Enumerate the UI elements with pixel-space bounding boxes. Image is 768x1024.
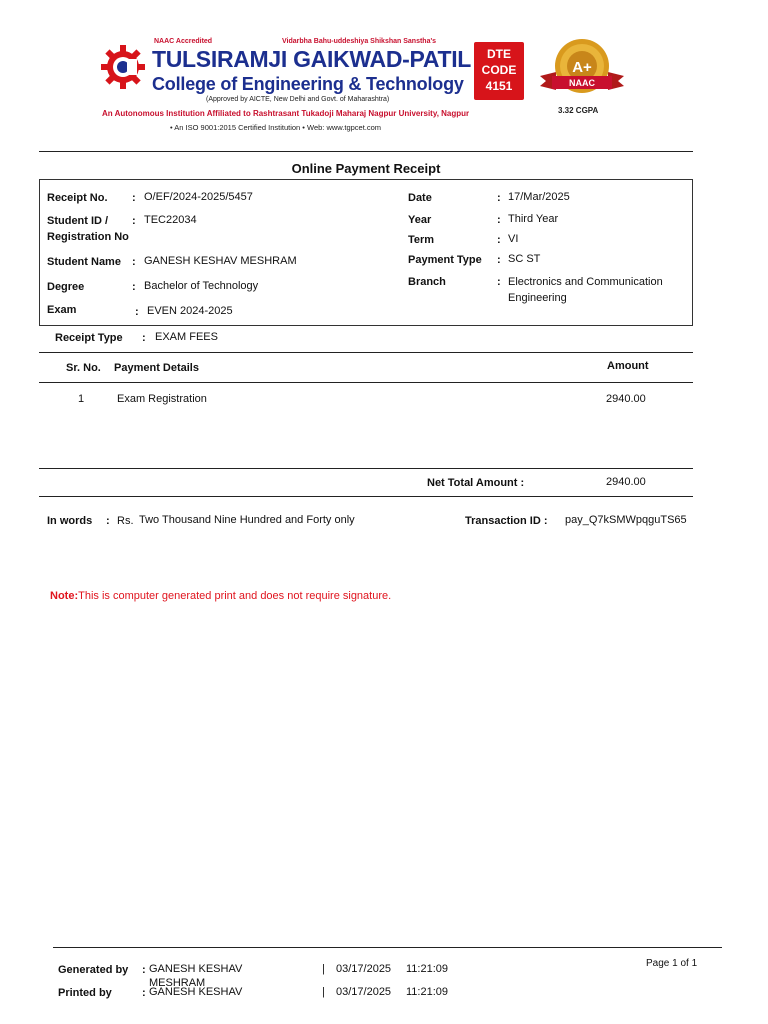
amount-in-words: Two Thousand Nine Hundred and Forty only xyxy=(139,514,355,526)
colon: : xyxy=(132,215,136,227)
colon: : xyxy=(142,332,146,344)
row-amount: 2940.00 xyxy=(606,393,646,405)
exam-label: Exam xyxy=(47,304,77,316)
colon: : xyxy=(132,192,136,204)
student-name-label: Student Name xyxy=(47,256,121,268)
row-srno: 1 xyxy=(78,393,85,405)
college-name: TULSIRAMJI GAIKWAD-PATIL xyxy=(152,46,472,72)
generated-date: 03/17/2025 xyxy=(336,963,392,975)
date-label: Date xyxy=(408,192,432,204)
approval-text: (Approved by AICTE, New Delhi and Govt. of Maharashtra) xyxy=(206,96,390,103)
colon: : xyxy=(497,276,501,288)
colon: : xyxy=(106,515,110,527)
date-value: 17/Mar/2025 xyxy=(508,191,570,203)
note-label: Note: xyxy=(50,590,79,602)
note-text: This is computer generated print and does not require signature. xyxy=(78,590,392,602)
payment-type-label: Payment Type xyxy=(408,254,482,266)
col-header-amount: Amount xyxy=(607,360,649,372)
degree-value: Bachelor of Technology xyxy=(144,280,259,292)
naac-grade: A+ xyxy=(572,59,592,76)
generated-by-line-1: GANESH KESHAV xyxy=(149,963,243,975)
transaction-id-label: Transaction ID : xyxy=(465,515,548,527)
colon: : xyxy=(132,256,136,268)
colon: : xyxy=(497,234,501,246)
branch-label: Branch xyxy=(408,276,446,288)
net-total-divider xyxy=(39,496,693,497)
society-name: Vidarbha Bahu-uddeshiya Shikshan Sanstha's xyxy=(282,38,437,45)
colon: : xyxy=(497,192,501,204)
payment-type-value: SC ST xyxy=(508,253,541,265)
net-total-value: 2940.00 xyxy=(606,476,646,488)
degree-label: Degree xyxy=(47,281,85,293)
separator: | xyxy=(322,986,325,998)
generated-time: 11:21:09 xyxy=(406,963,449,975)
dte-code-badge xyxy=(474,42,524,100)
naac-label: NAAC xyxy=(569,78,595,88)
generated-by-line-2: MESHRAM xyxy=(149,977,206,989)
row-payment-details: Exam Registration xyxy=(117,393,207,405)
colon: : xyxy=(142,964,146,976)
note xyxy=(50,590,391,602)
cgpa-text: 3.32 CGPA xyxy=(558,106,599,115)
table-bottom-divider xyxy=(39,468,693,469)
rs-prefix: Rs. xyxy=(117,515,134,527)
table-top-divider xyxy=(39,352,693,353)
receipt-type-label: Receipt Type xyxy=(55,332,123,344)
colon: : xyxy=(497,254,501,266)
college-subtitle: College of Engineering & Technology xyxy=(152,74,464,94)
receipt-title: Online Payment Receipt xyxy=(291,161,441,176)
colon: : xyxy=(132,281,136,293)
footer-divider xyxy=(53,947,722,948)
printed-date: 03/17/2025 xyxy=(336,986,392,998)
generated-by-label: Generated by xyxy=(58,964,129,976)
branch-value-line-2: Engineering xyxy=(508,292,567,304)
receipt-no-label: Receipt No. xyxy=(47,192,108,204)
dte-line-3: 4151 xyxy=(485,79,513,93)
colon: : xyxy=(497,214,501,226)
colon: : xyxy=(135,306,139,318)
printed-by-value: GANESH KESHAV xyxy=(149,986,243,998)
transaction-id-value: pay_Q7kSMWpqguTS65 xyxy=(565,514,687,526)
student-id-label: Student ID / xyxy=(47,215,109,227)
page-number: Page 1 of 1 xyxy=(646,958,698,969)
net-total-label: Net Total Amount : xyxy=(427,477,525,489)
dte-line-1: DTE xyxy=(487,47,511,61)
student-name-value: GANESH KESHAV MESHRAM xyxy=(144,255,297,267)
college-header xyxy=(96,34,692,138)
autonomous-text: An Autonomous Institution Affiliated to Rashtrasant Tukadoji Maharaj Nagpur University, Nagpur xyxy=(102,109,470,118)
branch-value-line-1: Electronics and Communication xyxy=(508,276,663,288)
registration-no-label: Registration No xyxy=(47,231,129,243)
term-value: VI xyxy=(508,233,519,245)
receipt-type-value: EXAM FEES xyxy=(155,331,218,343)
printed-by-label: Printed by xyxy=(58,987,112,999)
receipt-info-box xyxy=(39,179,693,326)
term-label: Term xyxy=(408,234,435,246)
colon: : xyxy=(142,987,146,999)
college-gear-logo-icon xyxy=(100,44,146,90)
dte-line-2: CODE xyxy=(481,63,517,77)
table-header-divider xyxy=(39,382,693,383)
iso-web-text: • An ISO 9001:2015 Certified Institution • Web: www.tgpcet.com xyxy=(170,123,382,132)
year-label: Year xyxy=(408,214,432,226)
naac-medal-icon xyxy=(536,36,628,106)
header-divider xyxy=(39,151,693,152)
col-header-payment-details: Payment Details xyxy=(114,362,199,374)
receipt-no-value: O/EF/2024-2025/5457 xyxy=(144,191,253,203)
student-id-value: TEC22034 xyxy=(144,214,197,226)
separator: | xyxy=(322,963,325,975)
naac-accredited-text: NAAC Accredited xyxy=(154,38,213,45)
exam-value: EVEN 2024-2025 xyxy=(147,305,233,317)
printed-time: 11:21:09 xyxy=(406,986,449,998)
in-words-label: In words xyxy=(47,515,93,527)
col-header-srno: Sr. No. xyxy=(66,362,101,374)
year-value: Third Year xyxy=(508,213,559,225)
